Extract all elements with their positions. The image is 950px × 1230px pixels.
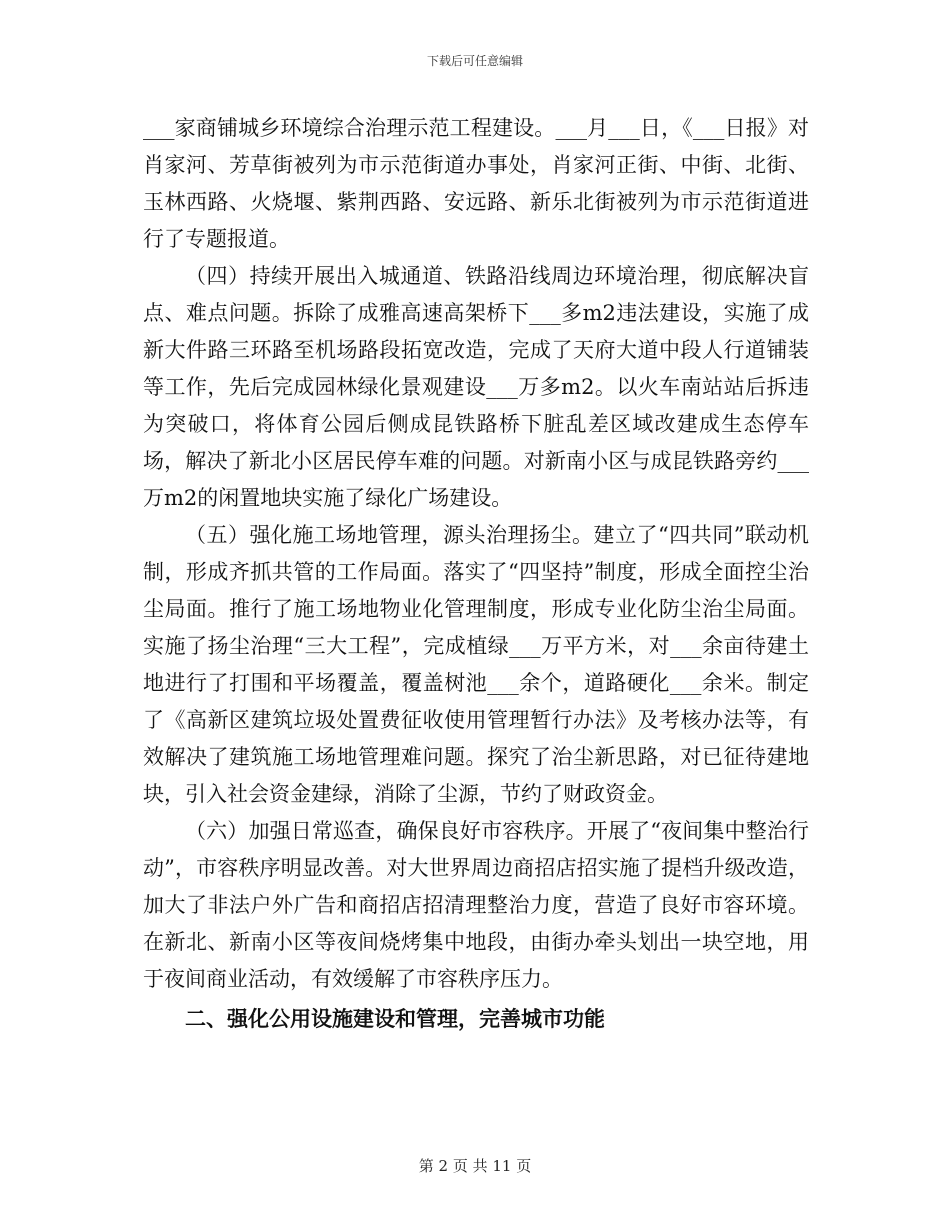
paragraph-continued: ___家商铺城乡环境综合治理示范工程建设。___月___日，《___日报》对肖家河、芳草街被列为市示范街道办事处，肖家河正街、中街、北街、玉林西路、火烧堰、紫荆西路、安远路、新乐北街被列为市示范街道进行了专题报道。 <box>143 116 809 251</box>
paragraph-section-4: （四）持续开展出入城通道、铁路沿线周边环境治理，彻底解决盲点、难点问题。拆除了成雅高速高架桥下___多m2违法建设，实施了成新大件路三环路至机场路段拓宽改造，完成了天府大道中段人行道铺装等工作，先后完成园林绿化景观建设___万多m2。以火车南站站后拆违为突破口，将体育公园后侧成昆铁路桥下脏乱差区域改建成生态停车场，解决了新北小区居民停车难的问题。对新南小区与成昆铁路旁约___万m2的闲置地块实施了绿化广场建设。 <box>143 264 809 510</box>
document-body <box>143 110 809 1038</box>
paragraph-section-6: （六）加强日常巡查，确保良好市容秩序。开展了“夜间集中整治行动”，市容秩序明显改善。对大世界周边商招店招实施了提档升级改造，加大了非法户外广告和商招店招清理整治力度，营造了良好市容环境。在新北、新南小区等夜间烧烤集中地段，由街办牵头划出一块空地，用于夜间商业活动，有效缓解了市容秩序压力。 <box>143 819 809 991</box>
section-heading: 二、强化公用设施建设和管理，完善城市功能 <box>185 1007 605 1031</box>
page-header: 下载后可任意编辑 <box>426 54 523 68</box>
paragraph-section-5: （五）强化施工场地管理，源头治理扬尘。建立了“四共同”联动机制，形成齐抓共管的工作局面。落实了“四坚持”制度，形成全面控尘治尘局面。推行了施工场地物业化管理制度，形成专业化防尘治尘局面。实施了扬尘治理“三大工程”，完成植绿___万平方米，对___余亩待建土地进行了打围和平场覆盖，覆盖树池___余个，道路硬化___余米。制定了《高新区建筑垃圾处置费征收使用管理暂行办法》及考核办法等，有效解决了建筑施工场地管理难问题。探究了治尘新思路，对已征待建地块，引入社会资金建绿，消除了尘源，节约了财政资金。 <box>143 523 809 806</box>
page-footer: 第 2 页 共 11 页 <box>418 1157 532 1175</box>
